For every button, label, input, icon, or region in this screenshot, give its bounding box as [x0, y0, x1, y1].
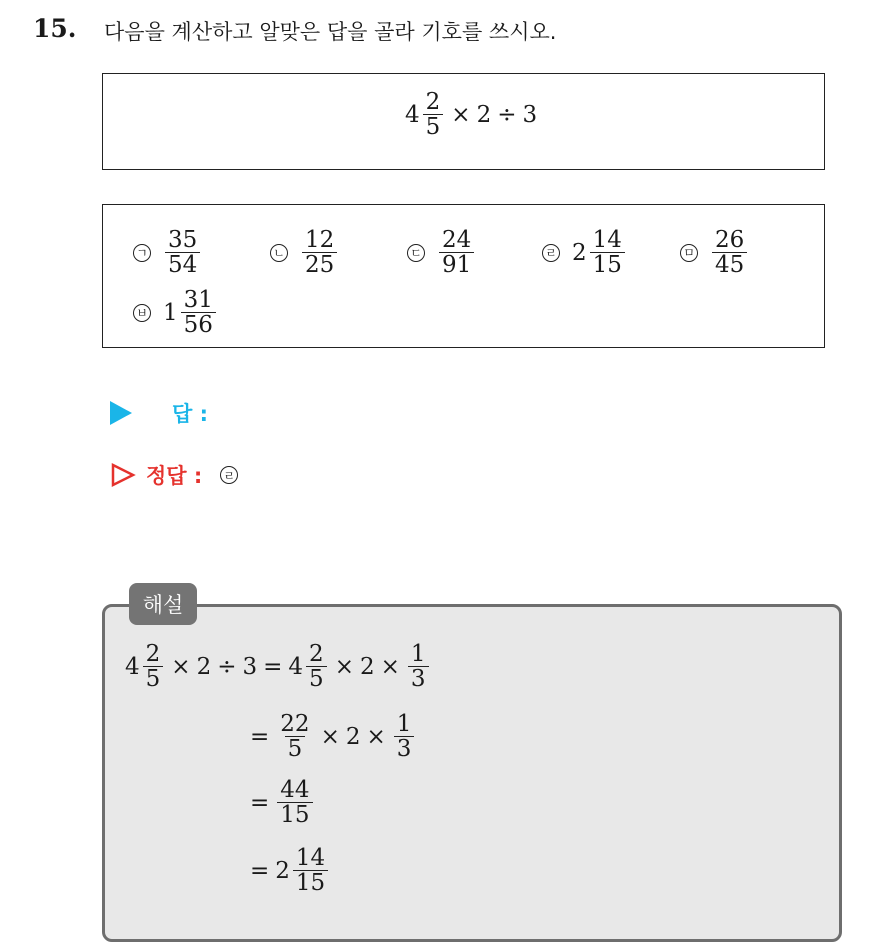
denominator: 3 — [408, 666, 429, 691]
triangle-outline-icon — [110, 462, 136, 488]
choice-2[interactable] — [270, 228, 339, 277]
question-number: 15. — [33, 14, 77, 43]
numerator: 14 — [295, 845, 326, 871]
denominator: 25 — [302, 252, 337, 277]
times-sign: × — [334, 653, 354, 680]
expression — [405, 90, 537, 139]
choice-4[interactable] — [542, 228, 627, 277]
denominator: 15 — [293, 870, 328, 895]
divide-sign: ÷ — [497, 101, 517, 128]
triangle-filled-icon — [110, 401, 132, 425]
choice-1[interactable] — [133, 228, 202, 277]
mixed-whole: 4 — [125, 653, 140, 680]
numerator: 35 — [168, 227, 198, 253]
numerator: 1 — [396, 711, 412, 737]
denominator: 45 — [712, 252, 747, 277]
operand: 3 — [242, 653, 258, 680]
denominator: 5 — [285, 736, 306, 761]
operand: 3 — [522, 101, 538, 128]
denominator: 15 — [590, 252, 625, 277]
fraction — [165, 228, 200, 277]
mixed-whole: 4 — [405, 101, 420, 128]
equals-sign: = — [250, 789, 270, 816]
denominator: 56 — [181, 312, 216, 337]
correct-answer-row — [110, 460, 250, 490]
solution-tab: 해설 — [129, 583, 197, 625]
operand: 2 — [196, 653, 212, 680]
numerator: 1 — [410, 641, 426, 667]
correct-answer-marker: ㄹ — [220, 466, 238, 484]
fraction — [277, 778, 312, 827]
correct-answer-label: 정답 : — [146, 464, 203, 488]
mixed-whole: 2 — [275, 857, 290, 884]
equals-sign: = — [250, 723, 270, 750]
denominator: 5 — [143, 666, 164, 691]
solution-line-3 — [244, 778, 315, 827]
numerator: 14 — [592, 227, 622, 253]
choice-marker: ㅁ — [680, 244, 698, 262]
denominator: 5 — [423, 114, 444, 139]
solution-line-2 — [244, 712, 416, 761]
answer-row — [110, 398, 208, 428]
times-sign: × — [380, 653, 400, 680]
denominator: 3 — [394, 736, 415, 761]
question-text: 다음을 계산하고 알맞은 답을 골라 기호를 쓰시오. — [104, 20, 557, 44]
numerator: 24 — [442, 227, 472, 253]
mixed-whole: 4 — [288, 653, 304, 680]
fraction — [143, 642, 164, 691]
fraction — [302, 228, 337, 277]
times-sign: × — [366, 723, 386, 750]
operand: 2 — [359, 653, 375, 680]
choice-3[interactable] — [407, 228, 476, 277]
solution-line-1 — [125, 642, 431, 691]
numerator: 12 — [305, 227, 335, 253]
fraction — [394, 712, 415, 761]
answer-label: 답 : — [172, 402, 208, 426]
solution-line-4 — [244, 846, 330, 895]
choice-marker: ㄹ — [542, 244, 560, 262]
choice-marker: ㄴ — [270, 244, 288, 262]
numerator: 2 — [425, 89, 441, 115]
numerator: 26 — [715, 227, 745, 253]
denominator: 91 — [439, 252, 474, 277]
fraction — [408, 642, 429, 691]
fraction — [439, 228, 474, 277]
denominator: 15 — [277, 802, 312, 827]
operand: 2 — [345, 723, 361, 750]
fraction — [423, 90, 444, 139]
choice-marker: ㅂ — [133, 304, 151, 322]
operand: 2 — [476, 101, 492, 128]
numerator: 44 — [280, 777, 310, 803]
choice-marker: ㄷ — [407, 244, 425, 262]
equals-sign: = — [263, 653, 283, 680]
times-sign: × — [451, 101, 471, 128]
equals-sign: = — [250, 857, 270, 884]
fraction — [181, 288, 216, 337]
numerator: 22 — [280, 711, 310, 737]
times-sign: × — [320, 723, 340, 750]
fraction — [712, 228, 747, 277]
mixed-whole: 1 — [163, 299, 178, 326]
choice-6[interactable] — [133, 288, 218, 337]
numerator: 2 — [309, 641, 324, 667]
fraction — [306, 642, 327, 691]
numerator: 31 — [183, 287, 213, 313]
denominator: 54 — [165, 252, 200, 277]
mixed-whole: 2 — [572, 239, 587, 266]
fraction — [293, 846, 328, 895]
fraction — [277, 712, 312, 761]
divide-sign: ÷ — [217, 653, 237, 680]
denominator: 5 — [306, 666, 327, 691]
times-sign: × — [171, 653, 191, 680]
choice-5[interactable] — [680, 228, 749, 277]
numerator: 2 — [145, 641, 161, 667]
fraction — [590, 228, 625, 277]
choice-marker: ㄱ — [133, 244, 151, 262]
